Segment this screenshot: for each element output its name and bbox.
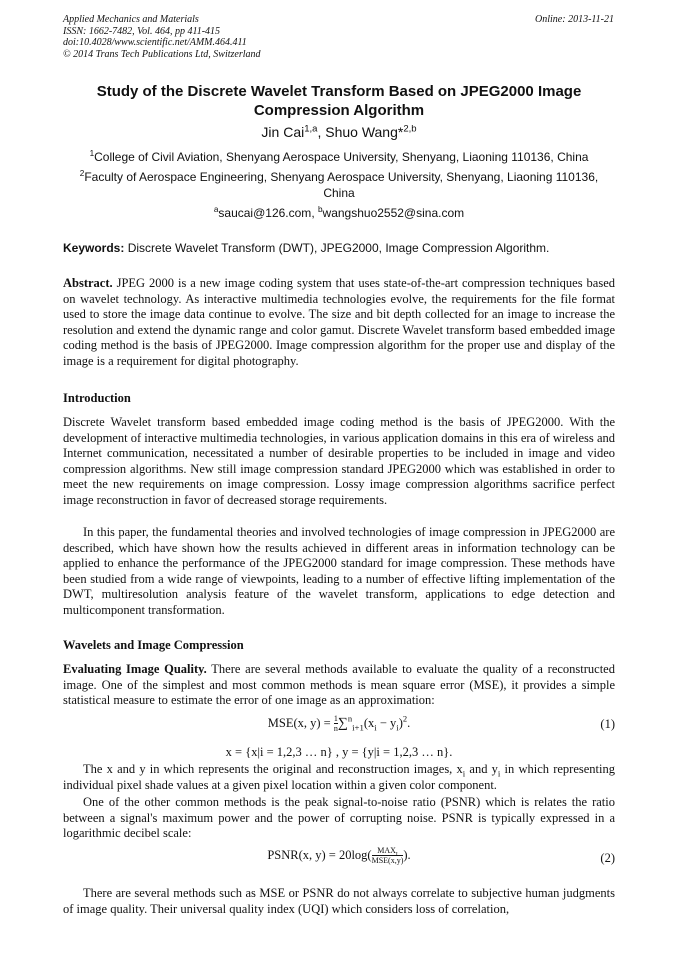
keywords bbox=[63, 241, 615, 255]
email-b: wangshuo2552@sina.com bbox=[322, 206, 465, 220]
introduction-heading: Introduction bbox=[63, 391, 131, 405]
uqi-paragraph: There are several methods such as MSE or PSNR do not always correlate to subjective human judgments of image quality. Their universal quality index (UQI) which considers loss of correlation, bbox=[63, 886, 615, 916]
eq1-frac-num: 1 bbox=[333, 714, 338, 723]
eq1-sum-sup: n bbox=[347, 713, 353, 724]
equation-sets-formula: x = {x|i = 1,2,3 … n} , y = {y|i = 1,2,3 … n}. bbox=[225, 745, 453, 759]
xy-text-a: The x and y in which represents the original and reconstruction images, x bbox=[83, 762, 463, 776]
equation-1-number: (1) bbox=[600, 717, 615, 731]
author-line bbox=[63, 124, 615, 140]
introduction-paragraph-2: In this paper, the fundamental theories and involved technologies of image compression in JPEG2000 are described, which have shown how the results achieved in different areas in information technology can be applied to enhance the performance of the JPEG2000 standard for image compression. These methods have been studied from a wide range of viewpoints, leading to a number of effective lifting implementation of the DWT, multiresolution analysis feature of the wavelet transform, applications to edge detection and multicomponent transformation. bbox=[63, 525, 615, 617]
equation-2-formula bbox=[63, 847, 615, 865]
eq2-frac-den: MSE(x,y) bbox=[371, 856, 404, 865]
eq2-end: ). bbox=[403, 847, 411, 862]
eq1-sub-1: i bbox=[374, 722, 377, 733]
email-line bbox=[63, 206, 615, 220]
equation-sets bbox=[63, 745, 615, 761]
eq1-minus: − y bbox=[376, 715, 397, 730]
eq2-max-sub: I bbox=[395, 851, 398, 858]
abstract-label: Abstract. bbox=[63, 276, 113, 290]
doi-line: doi:10.4028/www.scientific.net/AMM.464.411 bbox=[63, 37, 247, 48]
affiliation-1-text: College of Civil Aviation, Shenyang Aerospace University, Shenyang, Liaoning 110136, China bbox=[94, 150, 589, 164]
evaluating-quality-text: There are several methods available to evaluate the quality of a reconstructed image. One of the simplest and most common methods is mean square error (MSE), it provides a simple statistical measure to estimate the error of one image as an approximation: bbox=[63, 662, 615, 707]
author-1-sup: 1,a bbox=[304, 123, 318, 135]
author-separator: , bbox=[317, 124, 326, 140]
journal-meta bbox=[63, 14, 261, 60]
equation-2 bbox=[63, 843, 615, 873]
wavelets-heading: Wavelets and Image Compression bbox=[63, 638, 244, 652]
eq1-frac-den: n bbox=[333, 724, 338, 733]
email-b-sup: b bbox=[317, 205, 323, 214]
eq1-body: (x bbox=[363, 715, 375, 730]
eq1-close: ) bbox=[398, 715, 403, 730]
keywords-text: Discrete Wavelet Transform (DWT), JPEG2000, Image Compression Algorithm. bbox=[127, 241, 550, 255]
introduction-paragraph-1: Discrete Wavelet transform based embedded image coding method is the basis of JPEG2000. With the development of interactive multimedia technologies, in various application domains in this era of wireless and Internet communication, necessitated a number of desirable properties to be included in image and video compression algorithms. New still image compression standard JPEG2000 which was established in order to meet the new requirements on image compression. Lossy image compression algorithms sacrifice perfect image reconstruction in favor of decreased storage requirements. bbox=[63, 415, 615, 507]
equation-1 bbox=[63, 715, 615, 737]
affiliation-2-sup: 2 bbox=[79, 169, 85, 178]
journal-name: Applied Mechanics and Materials bbox=[63, 14, 199, 25]
email-separator: , bbox=[311, 206, 318, 220]
email-a: saucai@126.com bbox=[218, 206, 312, 220]
affiliation-1 bbox=[63, 150, 615, 166]
author-1: Jin Cai bbox=[261, 124, 305, 140]
eq1-sum-sub: i+1 bbox=[352, 722, 364, 733]
author-2-sup: 2,b bbox=[403, 123, 417, 135]
xy-sub-x: i bbox=[462, 768, 466, 779]
xy-paragraph bbox=[63, 762, 615, 793]
eq2-lhs: PSNR(x, y) = 20log( bbox=[267, 847, 372, 862]
evaluating-quality-paragraph bbox=[63, 662, 615, 709]
eq1-lhs: MSE(x, y) = bbox=[267, 715, 334, 730]
eq1-power: 2 bbox=[402, 713, 408, 724]
keywords-label: Keywords: bbox=[63, 241, 125, 255]
xy-sub-y: i bbox=[497, 768, 501, 779]
affiliation-2 bbox=[63, 170, 615, 201]
equation-1-formula bbox=[63, 715, 615, 733]
online-date: Online: 2013-11-21 bbox=[535, 14, 614, 25]
author-2: Shuo Wang* bbox=[325, 124, 404, 140]
affiliation-2-text: Faculty of Aerospace Engineering, Shenyang Aerospace University, Shenyang, Liaoning 110136, China bbox=[84, 170, 599, 200]
xy-text-c: in which representing individual pixel shade values at a given pixel location within a given color component. bbox=[63, 762, 615, 792]
affiliation-1-sup: 1 bbox=[89, 149, 95, 158]
abstract bbox=[63, 276, 615, 369]
psnr-paragraph: One of the other common methods is the peak signal-to-noise ratio (PSNR) which is relates the ratio between a signal's maximum power and the power of corrupting noise. PSNR is typically expressed in a logarithmic decibel scale: bbox=[63, 795, 615, 840]
eq2-fraction bbox=[372, 847, 404, 865]
equation-2-number: (2) bbox=[600, 851, 615, 865]
issn-line: ISSN: 1662-7482, Vol. 464, pp 411-415 bbox=[63, 25, 221, 37]
paper-title: Study of the Discrete Wavelet Transform Based on JPEG2000 Image Compression Algorithm bbox=[96, 83, 582, 119]
eq1-sub-2: i bbox=[396, 722, 399, 733]
eq2-frac-num bbox=[372, 846, 404, 858]
abstract-text: JPEG 2000 is a new image coding system that uses state-of-the-art compression techniques based on wavelet technology. As interactive multimedia technologies evolve, the requirements for the file format used to store the image data continue to evolve. The size and bit depth collected for an image to increase the resolution and extend the dynamic range and color gamut. Discrete Wavelet transform based embedded image coding method is the basis of JPEG2000. Image compression algorithm for the proper use and display of the image is a requirement for digital photography. bbox=[63, 276, 616, 368]
email-a-sup: a bbox=[213, 205, 219, 214]
copyright-line: © 2014 Trans Tech Publications Ltd, Switzerland bbox=[63, 48, 261, 60]
eq1-end: . bbox=[407, 715, 411, 730]
eq2-max: MAX bbox=[377, 846, 396, 855]
evaluating-quality-label: Evaluating Image Quality. bbox=[63, 662, 207, 676]
xy-text-b: and y bbox=[469, 762, 498, 776]
eq1-sum-symbol: ∑ bbox=[337, 715, 348, 731]
